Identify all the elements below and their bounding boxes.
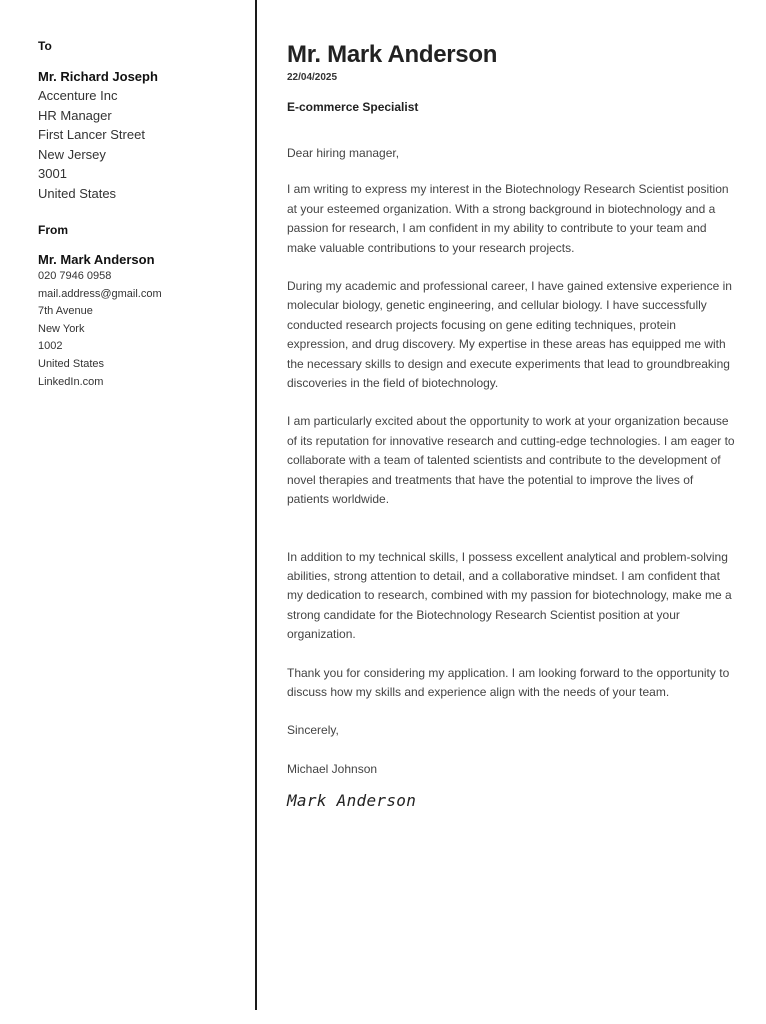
letter-body	[287, 144, 737, 811]
signer-name: Michael Johnson	[287, 761, 378, 776]
closing: Sincerely,	[287, 723, 339, 738]
column-divider	[255, 0, 257, 1010]
to-heading: To	[38, 39, 52, 53]
sender-linkedin: LinkedIn.com	[38, 375, 104, 388]
paragraph-intro: I am writing to express my interest in the Biotechnology Research Scientist position at your esteemed organization. With a strong background in biotechnology and a passion for research, I am confident in my ability to contribute to your team and make valuable contributions to your research projects.	[287, 182, 729, 255]
paragraph-experience: During my academic and professional career, I have gained extensive experience in molecular biology, genetic engineering, and cellular biology. I have successfully conducted research projects focusing on gene editing techniques, protein expression, and drug discovery. My expertise in these areas has equipped me with the necessary skills to design and execute experiments that lead to groundbreaking discoveries in the field of biotechnology.	[287, 279, 732, 391]
recipient-name: Mr. Richard Joseph	[38, 69, 158, 84]
recipient-state: New Jersey	[38, 146, 106, 162]
sender-email: mail.address@gmail.com	[38, 287, 162, 300]
sender-phone: 020 7946 0958	[38, 270, 112, 282]
paragraph-skills: In addition to my technical skills, I possess excellent analytical and problem-solving abilities, strong attention to detail, and a collaborative mindset. I am confident that my dedication to research, combined with my passion for biotechnology, make me a strong candidate for the Biotechnology Research Scientist position at your organization.	[287, 549, 732, 642]
recipient-street: First Lancer Street	[38, 127, 145, 142]
sender-block	[38, 251, 238, 391]
recipient-postcode: 3001	[38, 166, 67, 181]
sender-name: Mr. Mark Anderson	[38, 252, 155, 267]
letter-main	[287, 40, 737, 811]
sender-city: New York	[38, 322, 85, 335]
recipient-country: United States	[38, 185, 117, 201]
sender-postcode: 1002	[38, 340, 63, 353]
recipient-title: HR Manager	[38, 107, 112, 123]
sidebar	[38, 38, 238, 391]
paragraph-motivation: I am particularly excited about the opportunity to work at your organization because of its reputation for innovative research and cutting-edge technologies. I am eager to collaborate with a team of talented scientists and contribute to the development of novel therapies and treatments that have the potential to improve the lives of patients worldwide.	[287, 414, 735, 507]
page-title: Mr. Mark Anderson	[287, 41, 498, 68]
letter-date: 22/04/2025	[287, 72, 338, 83]
recipient-company: Accenture Inc	[38, 88, 118, 103]
sender-country: United States	[38, 357, 105, 370]
salutation: Dear hiring manager,	[287, 146, 400, 160]
sender-street: 7th Avenue	[38, 305, 93, 318]
from-heading: From	[38, 223, 68, 237]
signature: Mark Anderson	[287, 791, 417, 811]
recipient-block	[38, 67, 238, 203]
job-role: E-commerce Specialist	[287, 100, 419, 114]
paragraph-thanks: Thank you for considering my application. I am looking forward to the opportunity to discuss how my skills and experience align with the needs of your team.	[287, 665, 730, 699]
